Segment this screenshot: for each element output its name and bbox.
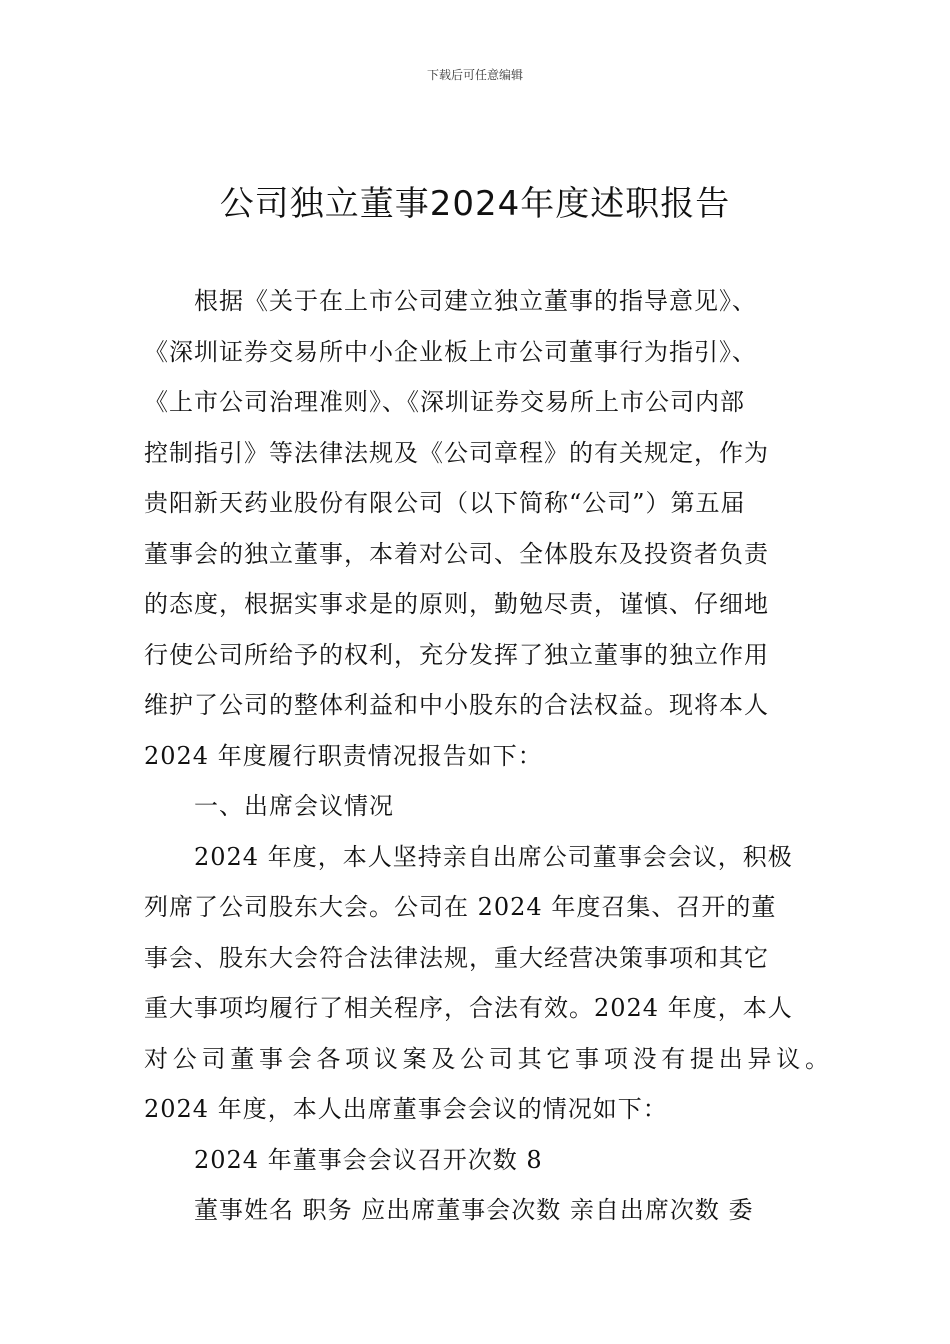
- paragraph-line: 《深圳证券交易所中小企业板上市公司董事行为指引》、: [144, 337, 757, 366]
- paragraph-line: 2024 年度，本人坚持亲自出席公司董事会会议，积极: [194, 842, 793, 871]
- paragraph-line: 2024 年度履行职责情况报告如下：: [144, 741, 543, 770]
- section-heading: 一、出席会议情况: [194, 792, 394, 820]
- paragraph-line: 根据《关于在上市公司建立独立董事的指导意见》、: [194, 287, 757, 315]
- paragraph-line: 2024 年度，本人出席董事会会议的情况如下：: [144, 1095, 668, 1123]
- paragraph-line: 列席了公司股东大会。公司在 2024 年度召集、召开的董: [144, 893, 777, 921]
- paragraph-line: 控制指引》等法律法规及《公司章程》的有关规定，作为: [144, 438, 769, 467]
- header-note: 下载后可任意编辑: [426, 68, 523, 82]
- paragraph-line: 贵阳新天药业股份有限公司（以下简称“公司”）第五届: [144, 489, 746, 517]
- paragraph-line: 维护了公司的整体利益和中小股东的合法权益。现将本人: [144, 691, 769, 719]
- paragraph-line: 的态度，根据实事求是的原则，勤勉尽责，谨慎、仔细地: [144, 590, 769, 618]
- table-header-line: 董事姓名 职务 应出席董事会次数 亲自出席次数 委: [194, 1196, 754, 1224]
- paragraph-line: 重大事项均履行了相关程序，合法有效。2024 年度，本人: [144, 994, 793, 1022]
- document-title: 公司独立董事2024年度述职报告: [219, 184, 731, 224]
- document-body: [144, 283, 830, 1243]
- paragraph-line: 董事会的独立董事，本着对公司、全体股东及投资者负责: [144, 539, 769, 568]
- paragraph-line: 对公司董事会各项议案及公司其它事项没有提出异议。: [144, 1044, 830, 1073]
- paragraph-line: 行使公司所给予的权利，充分发挥了独立董事的独立作用: [144, 640, 769, 669]
- meeting-count-line: 2024 年董事会会议召开次数 8: [194, 1145, 543, 1174]
- paragraph-line: 事会、股东大会符合法律法规，重大经营决策事项和其它: [144, 943, 769, 972]
- paragraph-line: 《上市公司治理准则》、《深圳证券交易所上市公司内部: [144, 388, 745, 416]
